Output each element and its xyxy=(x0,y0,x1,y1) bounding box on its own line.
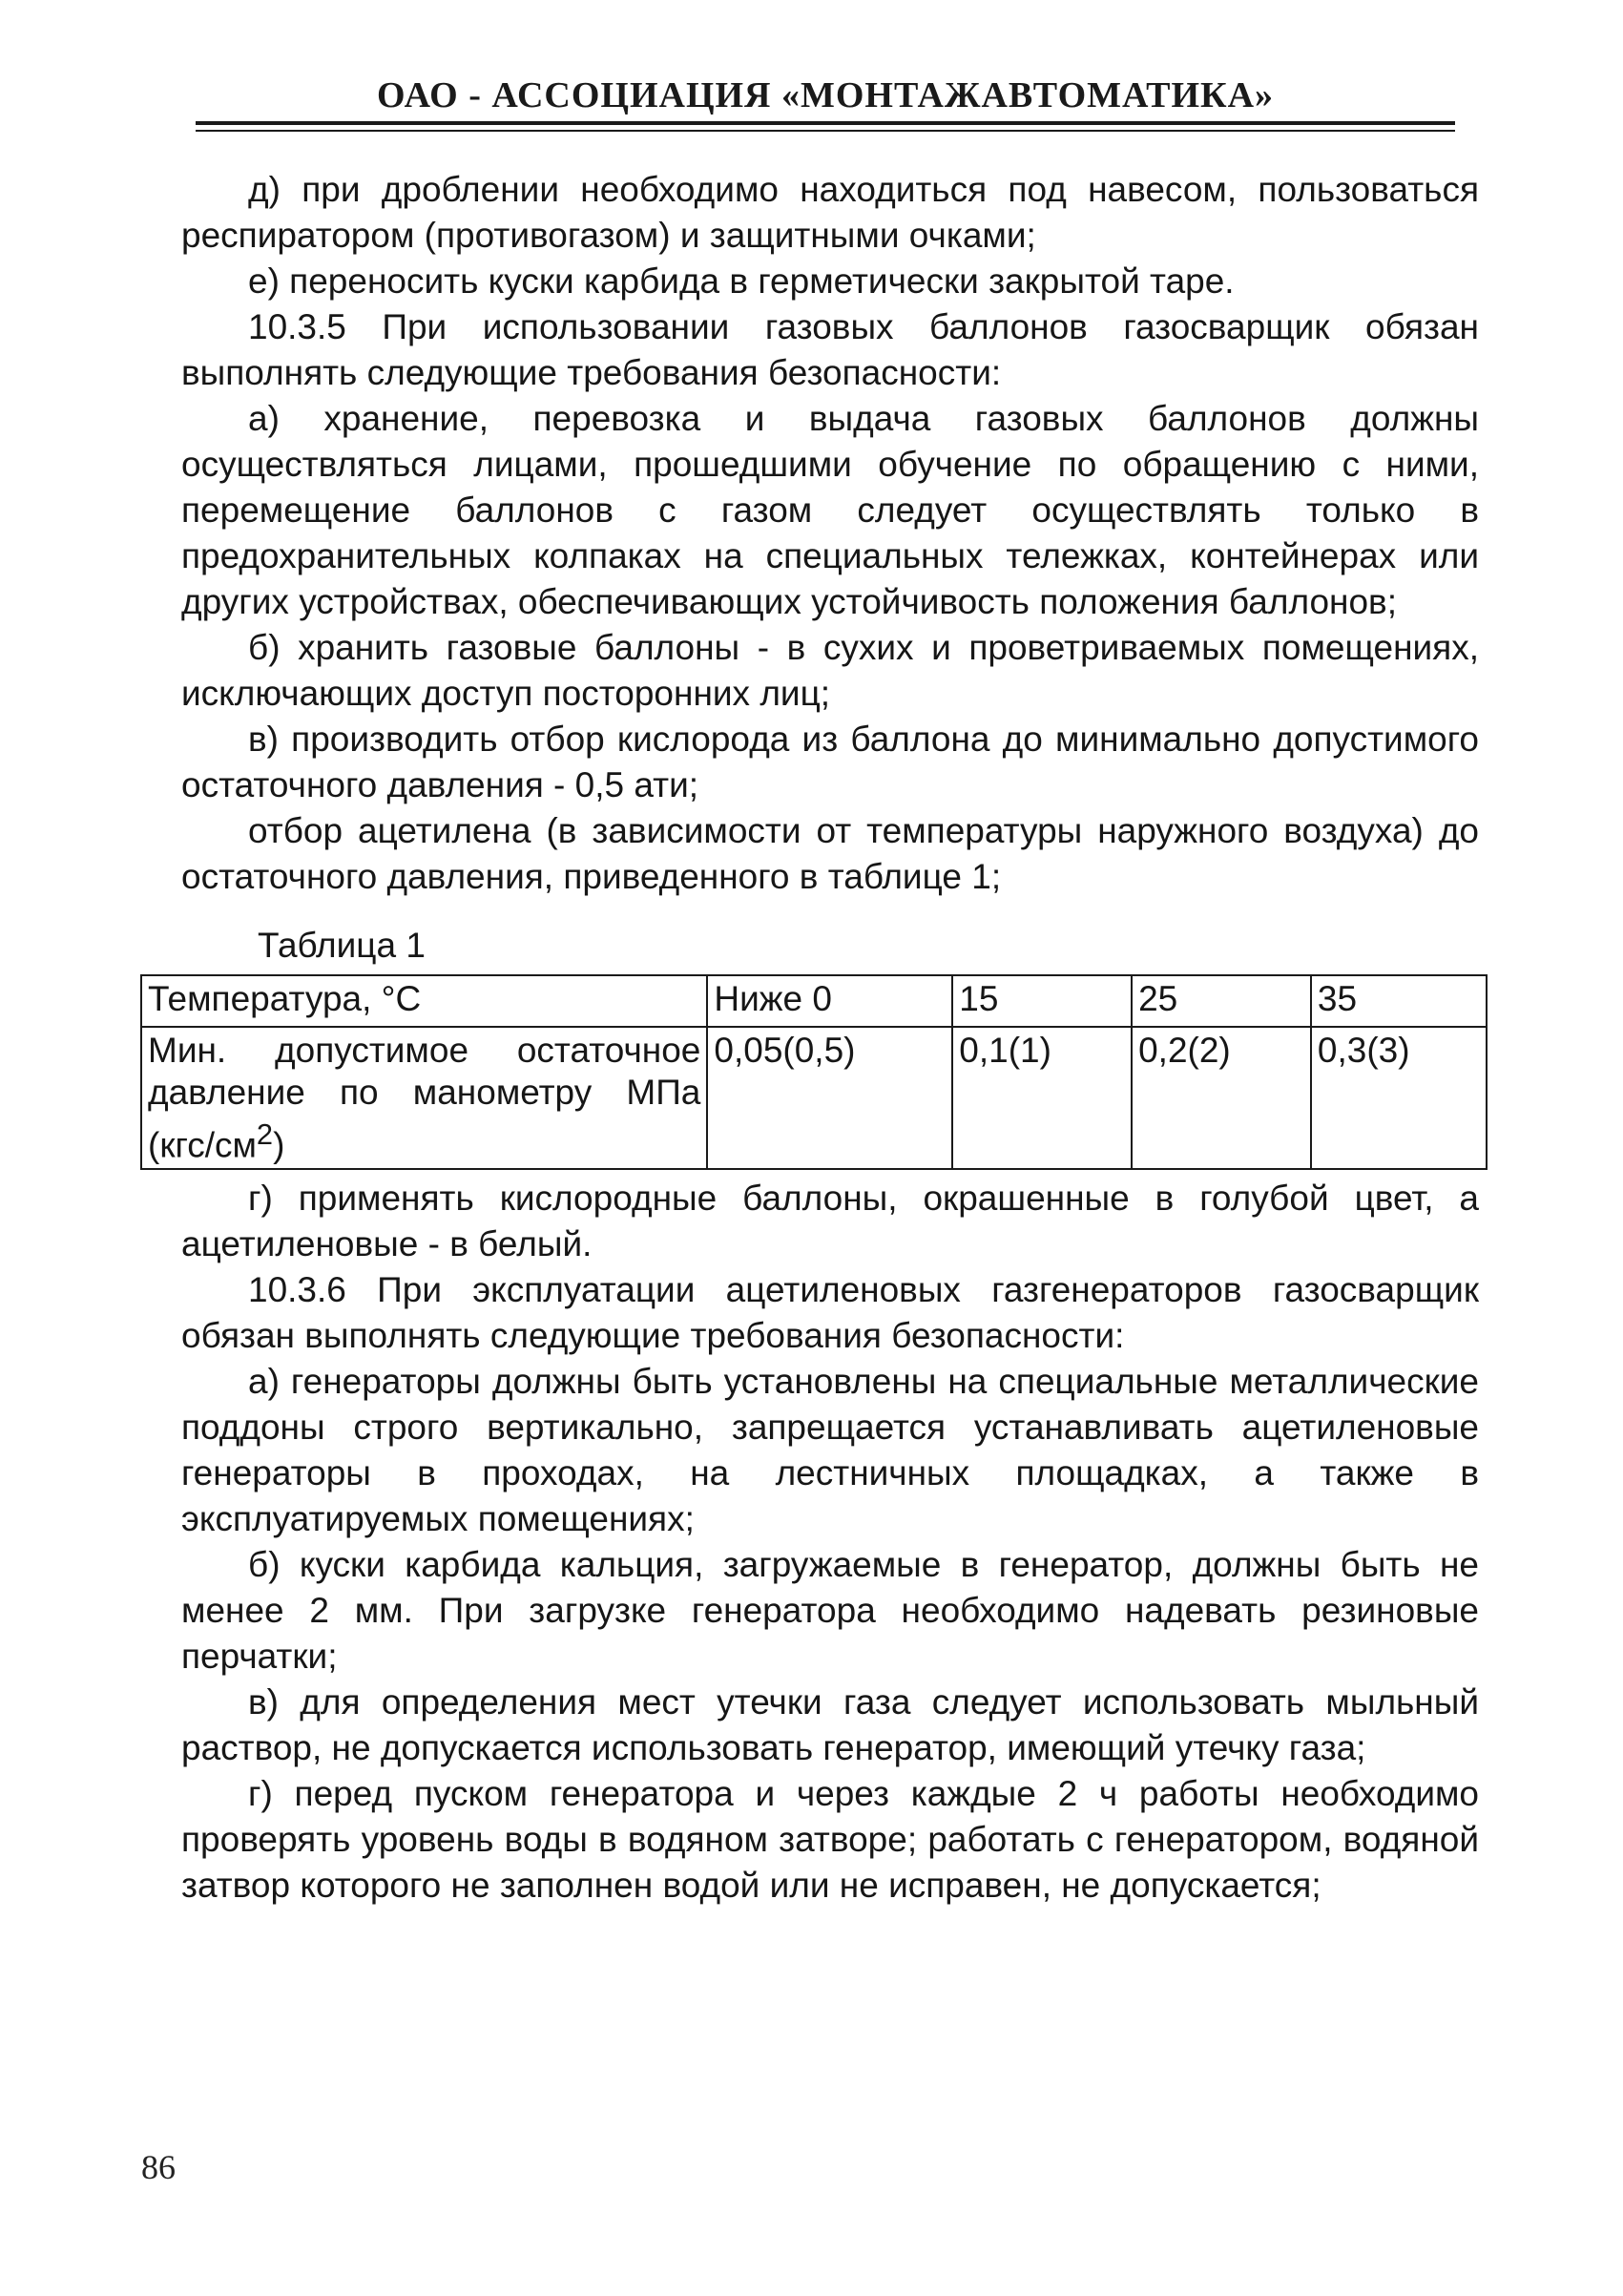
table-header-cell: 25 xyxy=(1132,975,1311,1027)
table-row xyxy=(141,1027,1487,1169)
paragraph: б) хранить газовые баллоны - в сухих и проветриваемых помещениях, исключающих доступ посторонних лиц; xyxy=(181,628,1479,713)
table-header-row xyxy=(141,975,1487,1027)
table-header-cell: 15 xyxy=(952,975,1132,1027)
paragraph: отбор ацетилена (в зависимости от температуры наружного воздуха) до остаточного давления, приведенного в таблице 1; xyxy=(181,811,1479,896)
table-header-cell: 35 xyxy=(1311,975,1487,1027)
paragraph: в) производить отбор кислорода из баллона до минимально допустимого остаточного давления - 0,5 ати; xyxy=(181,720,1479,804)
paragraph: 10.3.6 При эксплуатации ацетиленовых газгенераторов газосварщик обязан выполнять следующие требования безопасности: xyxy=(181,1270,1479,1356)
paragraph: в) для определения мест утечки газа следует использовать мыльный раствор, не допускается использовать генератор, имеющий утечку газа; xyxy=(181,1682,1479,1768)
table-row-label xyxy=(141,1027,707,1169)
paragraph: б) куски карбида кальция, загружаемые в генератор, должны быть не менее 2 мм. При загрузке генератора необходимо надевать резиновые перчатки; xyxy=(181,1545,1479,1677)
row-label-end: ) xyxy=(273,1125,285,1165)
table-caption: Таблица 1 xyxy=(258,926,426,965)
table-cell: 0,05(0,5) xyxy=(707,1027,952,1169)
page-number: 86 xyxy=(141,2148,176,2186)
header-rule-thin xyxy=(196,130,1455,132)
paragraph: а) генераторы должны быть установлены на специальные металлические поддоны строго вертикально, запрещается устанавливать ацетиленовые генераторы в проходах, на лестничных площадках, а также в эксплуатируемых помещениях; xyxy=(181,1362,1479,1539)
table-cell: 0,1(1) xyxy=(952,1027,1132,1169)
row-label-superscript: 2 xyxy=(256,1117,274,1151)
body-text xyxy=(148,167,1479,1909)
table-header-cell: Ниже 0 xyxy=(707,975,952,1027)
paragraph: г) перед пуском генератора и через каждые 2 ч работы необходимо проверять уровень воды в водяном затворе; работать с генератором, водяной затвор которого не заполнен водой или не исправен, не допускается; xyxy=(181,1774,1479,1906)
page-header: ОАО - АССОЦИАЦИЯ «МОНТАЖАВТОМАТИКА» xyxy=(376,75,1275,115)
paragraph: 10.3.5 При использовании газовых баллонов газосварщик обязан выполнять следующие требования безопасности: xyxy=(181,307,1479,392)
paragraph: е) переносить куски карбида в герметически закрытой таре. xyxy=(248,261,1235,301)
table-header-label: Температура, °С xyxy=(141,975,707,1027)
residual-pressure-table xyxy=(140,974,1488,1170)
header-rule-thick xyxy=(196,121,1455,125)
paragraph: д) при дроблении необходимо находиться под навесом, пользоваться респиратором (противогазом) и защитными очками; xyxy=(181,170,1479,255)
table-cell: 0,2(2) xyxy=(1132,1027,1311,1169)
table-cell: 0,3(3) xyxy=(1311,1027,1487,1169)
row-label-text: Мин. допустимое остаточное давление по манометру МПа (кгс/см xyxy=(148,1031,701,1165)
paragraph: г) применять кислородные баллоны, окрашенные в голубой цвет, а ацетиленовые - в белый. xyxy=(181,1179,1479,1264)
paragraph: а) хранение, перевозка и выдача газовых баллонов должны осуществляться лицами, прошедшими обучение по обращению с ними, перемещение баллонов с газом следует осуществлять только в предохранительных колпаках на специальных тележках, контейнерах или других устройствах, обеспечивающих устойчивость положения баллонов; xyxy=(181,399,1479,621)
